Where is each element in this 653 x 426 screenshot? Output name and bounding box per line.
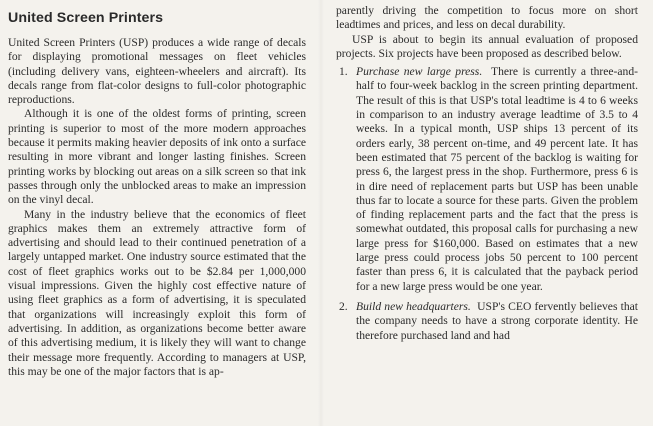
list-item [336,300,638,343]
list-item-text: USP's CEO fervently believes that the company needs to have a strong corporate identity. He therefore purchased land and had [356,299,638,342]
paragraph-fleet-graphics: Many in the industry believe that the economics of fleet graphics makes them an extremely attractive form of advertising and should lead to their continued penetration of a largely untapped market. One industry source estimated that the cost of fleet graphics works out to be $2.84 per 1,000,000 visual impressions. Given the highly cost effective nature of using fleet graphics as a form of advertising, it is speculated that organizations will increasingly exploit this form of advertising. In addition, as organizations become better aware of this advertising medium, it is likely they will want to change their message more frequently. According to managers at USP, this may be one of the major factors that is ap- [8,207,306,378]
paragraph-screen-printing: Although it is one of the oldest forms of printing, screen printing is superior to most of the more modern approaches because it permits making heavier deposits of ink onto a surface resulting in more vibrant and longer lasting finishes. Screen printing works by blocking out areas on a silk screen so that ink passes through only the unblocked areas to make an impression on the vinyl decal. [8,107,306,207]
right-column [336,4,638,349]
list-item [336,65,638,294]
paragraph-intro: United Screen Printers (USP) produces a wide range of decals for displaying promotional messages on fleet vehicles (including delivery vans, eighteen-wheelers and aircraft). Its decals range from flat-color designs to full-color photographic reproductions. [8,36,306,107]
list-item-title: Purchase new large press. [356,65,483,79]
left-column [8,36,306,379]
list-item-title: Build new headquarters. [356,299,471,313]
list-item-body [356,65,638,294]
list-item-text: There is currently a three-and-half to four-week backlog in the screen printing department. The result of this is that USP's total leadtime is 4 to 6 weeks in comparison to an industry average leadtime of 3.5 to 4 weeks. In a typical month, USP ships 13 percent of its orders early, 38 percent on-time, and 49 percent late. It has been estimated that 75 percent of the backlog is waiting for press 6, the largest press in the shop. Furthermore, press 6 is in dire need of replacement parts but USP has been unable thus far to locate a source for these parts. Given the problem of finding replacement parts and the fact that the press is somewhat outdated, this proposal calls for purchasing a new large press for $160,000. Based on estimates that a new large press could process jobs 50 percent to 100 percent faster than press 6, it is calculated that the payback period for a new large press would be one year. [356,65,638,293]
list-number: 1. [339,65,348,79]
section-heading: United Screen Printers [8,10,164,26]
list-item-body [356,300,638,343]
list-number: 2. [339,299,348,313]
paragraph-projects-intro: USP is about to begin its annual evaluation of proposed projects. Six projects have been proposed as described below. [336,32,638,60]
page-gutter [318,0,324,426]
project-list [336,65,638,343]
paragraph-continuation: parently driving the competition to focus more on short leadtimes and prices, and less on decal durability. [336,4,638,32]
